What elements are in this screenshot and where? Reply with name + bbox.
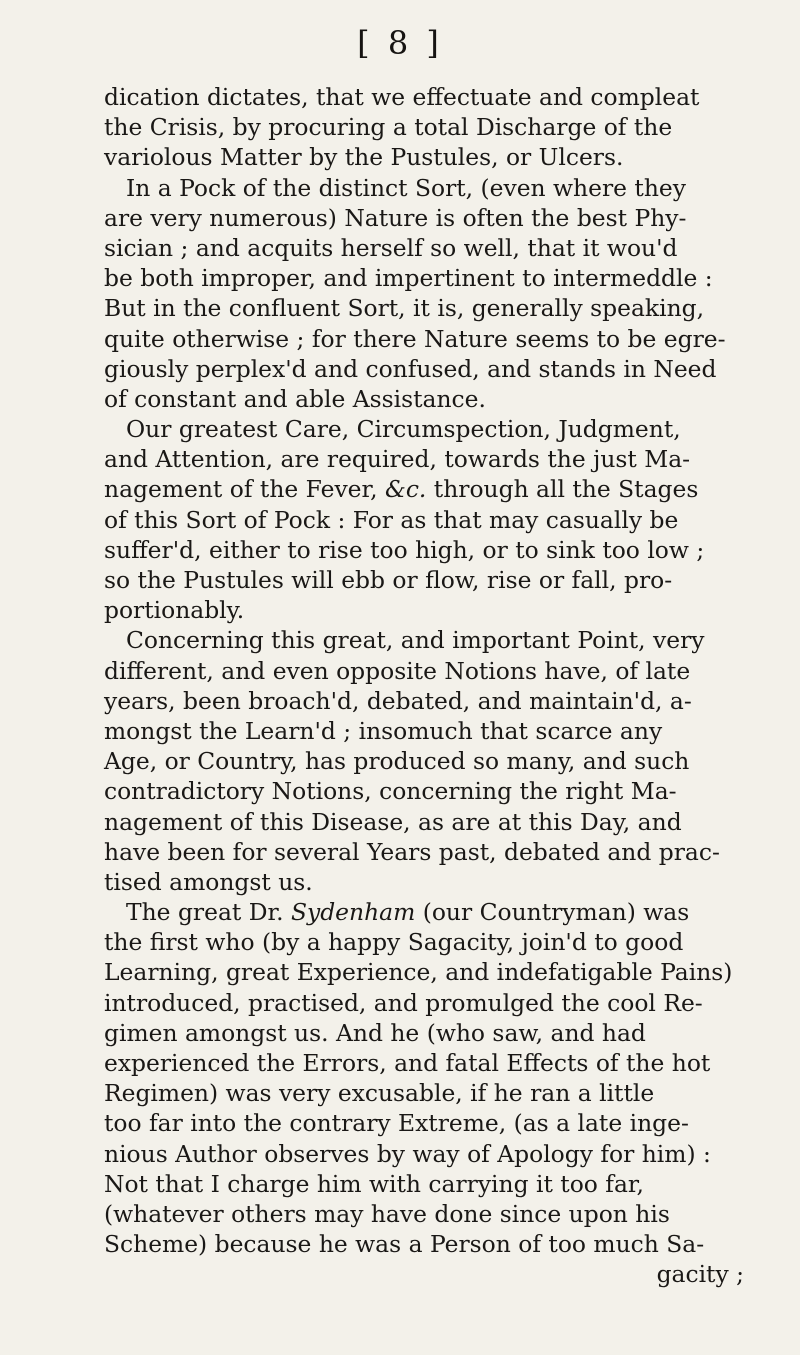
text-line: experienced the Errors, and fatal Effects of the hot: [104, 1049, 711, 1077]
page-number: [ 8 ]: [357, 24, 443, 62]
text-line: the first who (by a happy Sagacity, join'd to good: [104, 928, 684, 957]
text-line: Regimen) was very excusable, if he ran a little: [104, 1079, 655, 1108]
paragraph-start: Concerning this great, and important Point, very: [126, 626, 705, 655]
text-line: introduced, practised, and promulged the cool Re-: [104, 988, 703, 1017]
text-line: so the Pustules will ebb or flow, rise or fall, pro-: [104, 566, 673, 594]
text-line: too far into the contrary Extreme, (as a late inge-: [104, 1109, 689, 1138]
text-line: dication dictates, that we effectuate and compleat: [104, 83, 700, 111]
text-line: and Attention, are required, towards the just Ma-: [104, 445, 691, 474]
text-line: Learning, great Experience, and indefatigable Pains): [104, 958, 733, 987]
text-line: are very numerous) Nature is often the best Phy-: [104, 203, 687, 232]
text-line: tised amongst us.: [104, 867, 313, 896]
text-line: giously perplex'd and confused, and stands in Need: [104, 354, 717, 383]
text-segment: nagement of the Fever,: [104, 475, 378, 504]
text-line: variolous Matter by the Pustules, or Ulcers.: [104, 143, 624, 172]
text-line: (whatever others may have done since upon his: [104, 1199, 670, 1228]
paragraph-start: Our greatest Care, Circumspection, Judgment,: [126, 415, 681, 444]
text-line: But in the confluent Sort, it is, generally speaking,: [104, 294, 705, 323]
text-line: Age, or Country, has produced so many, and such: [104, 747, 690, 776]
text-line: nious Author observes by way of Apology for him) :: [104, 1139, 711, 1168]
text-line: contradictory Notions, concerning the right Ma-: [104, 777, 677, 806]
text-line: the Crisis, by procuring a total Discharge of the: [104, 113, 673, 142]
text-segment: (our Countryman) was: [422, 898, 690, 927]
catchword: gacity ;: [656, 1260, 744, 1289]
text-line: Scheme) because he was a Person of too much Sa-: [104, 1230, 705, 1259]
text-line: Not that I charge him with carrying it too far,: [104, 1169, 644, 1198]
text-line: sician ; and acquits herself so well, that it wou'd: [104, 233, 678, 262]
text-segment: The great Dr.: [126, 898, 284, 927]
paragraph-start: In a Pock of the distinct Sort, (even where they: [126, 173, 686, 202]
text-line: years, been broach'd, debated, and maintain'd, a-: [104, 686, 692, 715]
text-segment: through all the Stages: [433, 475, 699, 504]
text-line: portionably.: [104, 596, 245, 625]
text-line: different, and even opposite Notions have, of late: [104, 656, 691, 685]
italic-name-sydenham: Sydenham: [290, 898, 416, 927]
text-line: of constant and able Assistance.: [104, 384, 486, 413]
italic-etc: &c.: [385, 475, 427, 504]
text-line: [104, 474, 784, 504]
text-line: nagement of this Disease, as are at this Day, and: [104, 807, 682, 836]
text-line: quite otherwise ; for there Nature seems to be egre-: [104, 324, 726, 353]
paragraph-start: [104, 897, 784, 927]
text-line: gimen amongst us. And he (who saw, and had: [104, 1018, 646, 1047]
text-line: be both improper, and impertinent to intermeddle :: [104, 264, 713, 293]
text-line: have been for several Years past, debated and prac-: [104, 837, 720, 866]
text-line: of this Sort of Pock : For as that may casually be: [104, 505, 679, 534]
body-text: [104, 82, 784, 1290]
text-line: mongst the Learn'd ; insomuch that scarce any: [104, 716, 663, 745]
text-line: suffer'd, either to rise too high, or to sink too low ;: [104, 535, 705, 564]
